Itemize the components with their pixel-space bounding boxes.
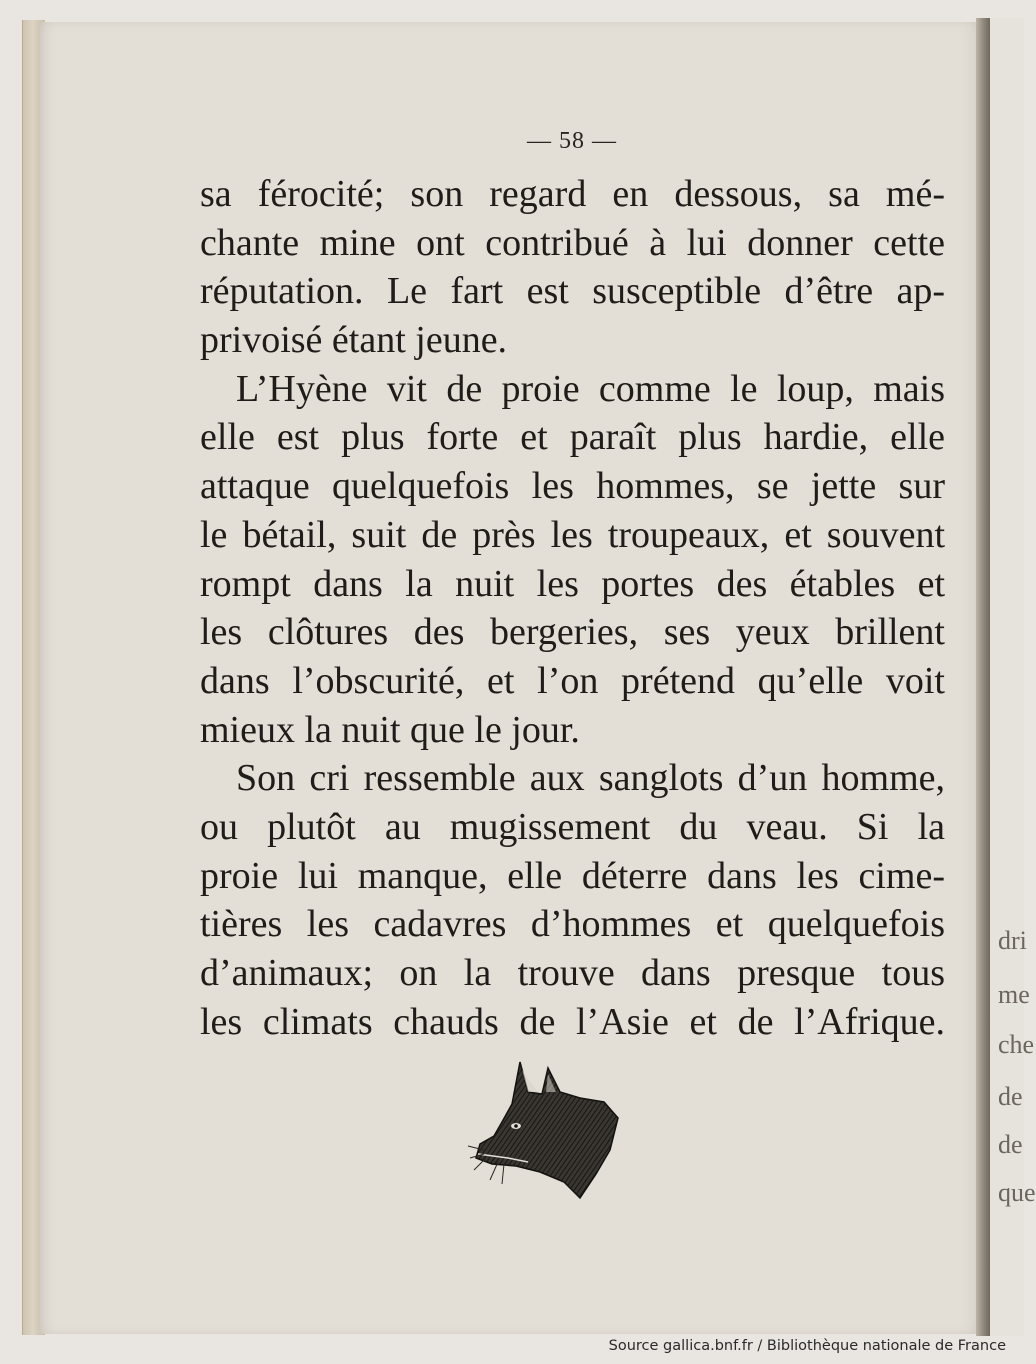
page-number: — 58 — [527,128,617,154]
body-text [200,170,945,1046]
text-line: les climats chauds de l’Asie et de l’Afrique. [200,1000,945,1043]
facing-page-fragment: dri [998,926,1027,955]
facing-page-fragment: che [998,1030,1035,1059]
text-line: dans l’obscurité, et l’on prétend qu’elle voit [200,659,945,702]
text-line: privoisé étant jeune. [200,319,508,362]
text-line: chante mine ont contribué à lui donner cette [200,221,945,264]
text-line: sa férocité; son regard en dessous, sa mé- [200,173,945,215]
text-line: tières les cadavres d’hommes et quelquefois [200,903,945,946]
text-line: le bétail, suit de près les troupeaux, et souvent [200,513,945,556]
text-line: d’animaux; on la trouve dans presque tous [200,952,945,994]
text-line: elle est plus forte et paraît plus hardie, elle [200,416,945,459]
source-credit: Source gallica.bnf.fr / Bibliothèque nationale de France [608,1338,1006,1354]
text-line: L’Hyène vit de proie comme le loup, mais [236,367,945,410]
hyena-head-icon [468,1062,638,1210]
facing-page-fragment: de [998,1130,1023,1159]
text-line: attaque quelquefois les hommes, se jette sur [200,465,945,508]
text-line: mieux la nuit que le jour. [200,708,580,751]
facing-page-fragment: que [998,1178,1036,1207]
facing-page-fragment: de [998,1082,1023,1111]
text-line: rompt dans la nuit les portes des étables et [200,562,945,605]
facing-page-fragment: me [998,980,1030,1009]
text-line: réputation. Le fart est susceptible d’être ap- [200,270,945,313]
text-line: Son cri ressemble aux sanglots d’un homme, [236,757,945,800]
text-line: proie lui manque, elle déterre dans les cime- [200,854,945,897]
facing-page [990,18,1036,1336]
text-line: ou plutôt au mugissement du veau. Si la [200,805,945,848]
text-line: les clôtures des bergeries, ses yeux brillent [200,611,945,654]
book-spine [976,18,990,1336]
